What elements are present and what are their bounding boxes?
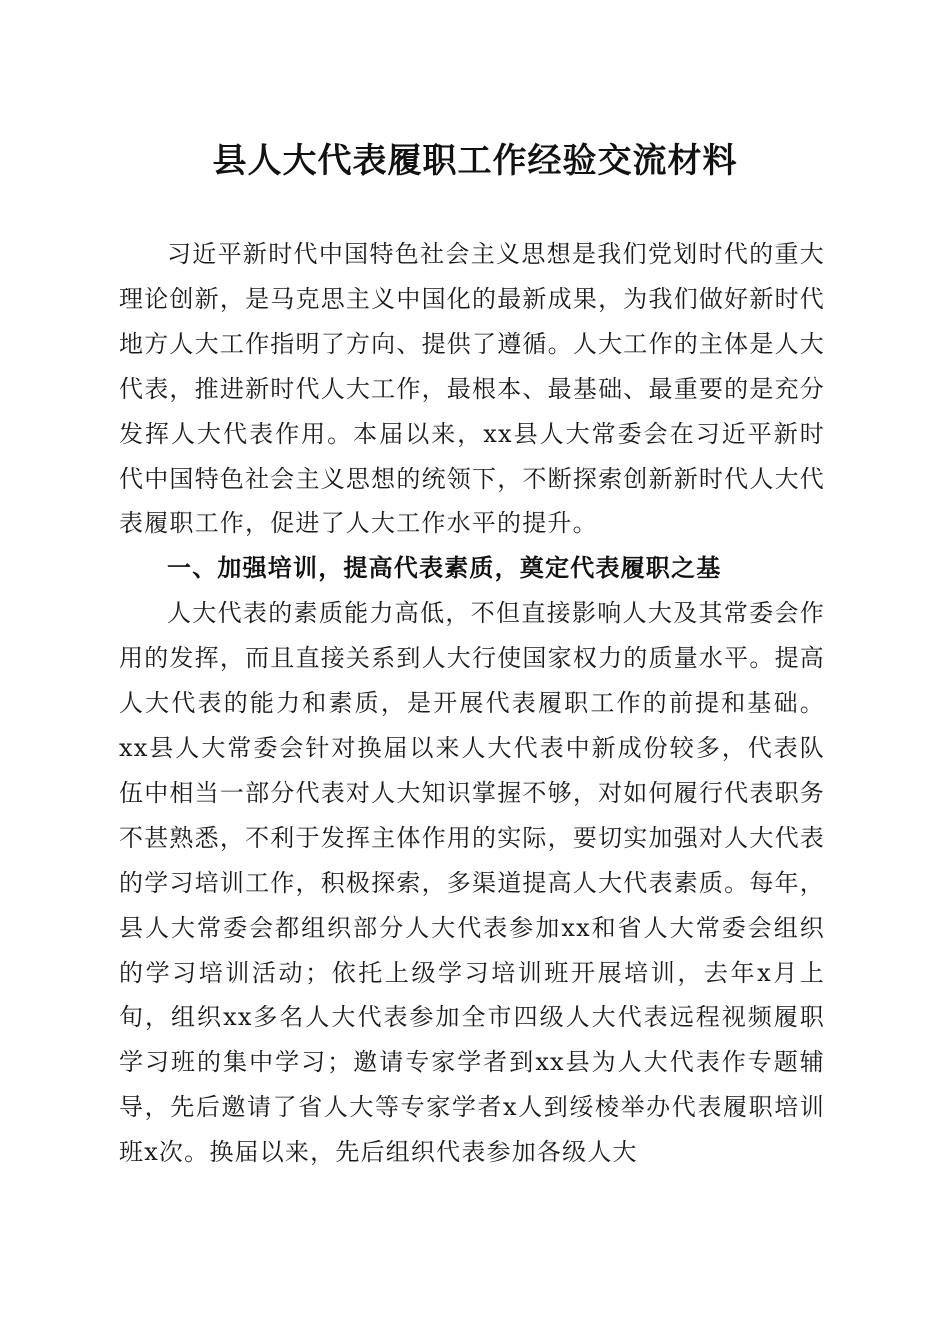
intro-paragraph: 习近平新时代中国特色社会主义思想是我们党划时代的重大理论创新，是马克思主义中国化的最新成果，为我们做好新时代地方人大工作指明了方向、提供了遵循。人大工作的主体是人大代表，推进新时代人大工作，最根本、最基础、最重要的是充分发挥人大代表作用。本届以来，xx县人大常委会在习近平新时代中国特色社会主义思想的统领下，不断探索创新新时代人大代表履职工作，促进了人大工作水平的提升。 — [119, 240, 825, 538]
document-title: 县人大代表履职工作经验交流材料 — [212, 141, 738, 181]
document-body — [119, 232, 825, 1175]
section-1-paragraph: 人大代表的素质能力高低，不但直接影响人大及其常委会作用的发挥，而且直接关系到人大行使国家权力的质量水平。提高人大代表的能力和素质，是开展代表履职工作的前提和基础。xx县人大常委会针对换届以来人大代表中新成份较多，代表队伍中相当一部分代表对人大知识掌握不够，对如何履行代表职务不甚熟悉，不利于发挥主体作用的实际，要切实加强对人大代表的学习培训工作，积极探索，多渠道提高人大代表素质。每年，县人大常委会都组织部分人大代表参加xx和省人大常委会组织的学习培训活动；依托上级学习培训班开展培训，去年x月上旬，组织xx多名人大代表参加全市四级人大代表远程视频履职学习班的集中学习；邀请专家学者到xx县为人大代表作专题辅导，先后邀请了省人大等专家学者x人到绥棱举办代表履职培训班x次。换届以来，先后组织代表参加各级人大 — [119, 599, 825, 1167]
section-heading-1: 一、加强培训，提高代表素质，奠定代表履职之基 — [167, 554, 722, 583]
